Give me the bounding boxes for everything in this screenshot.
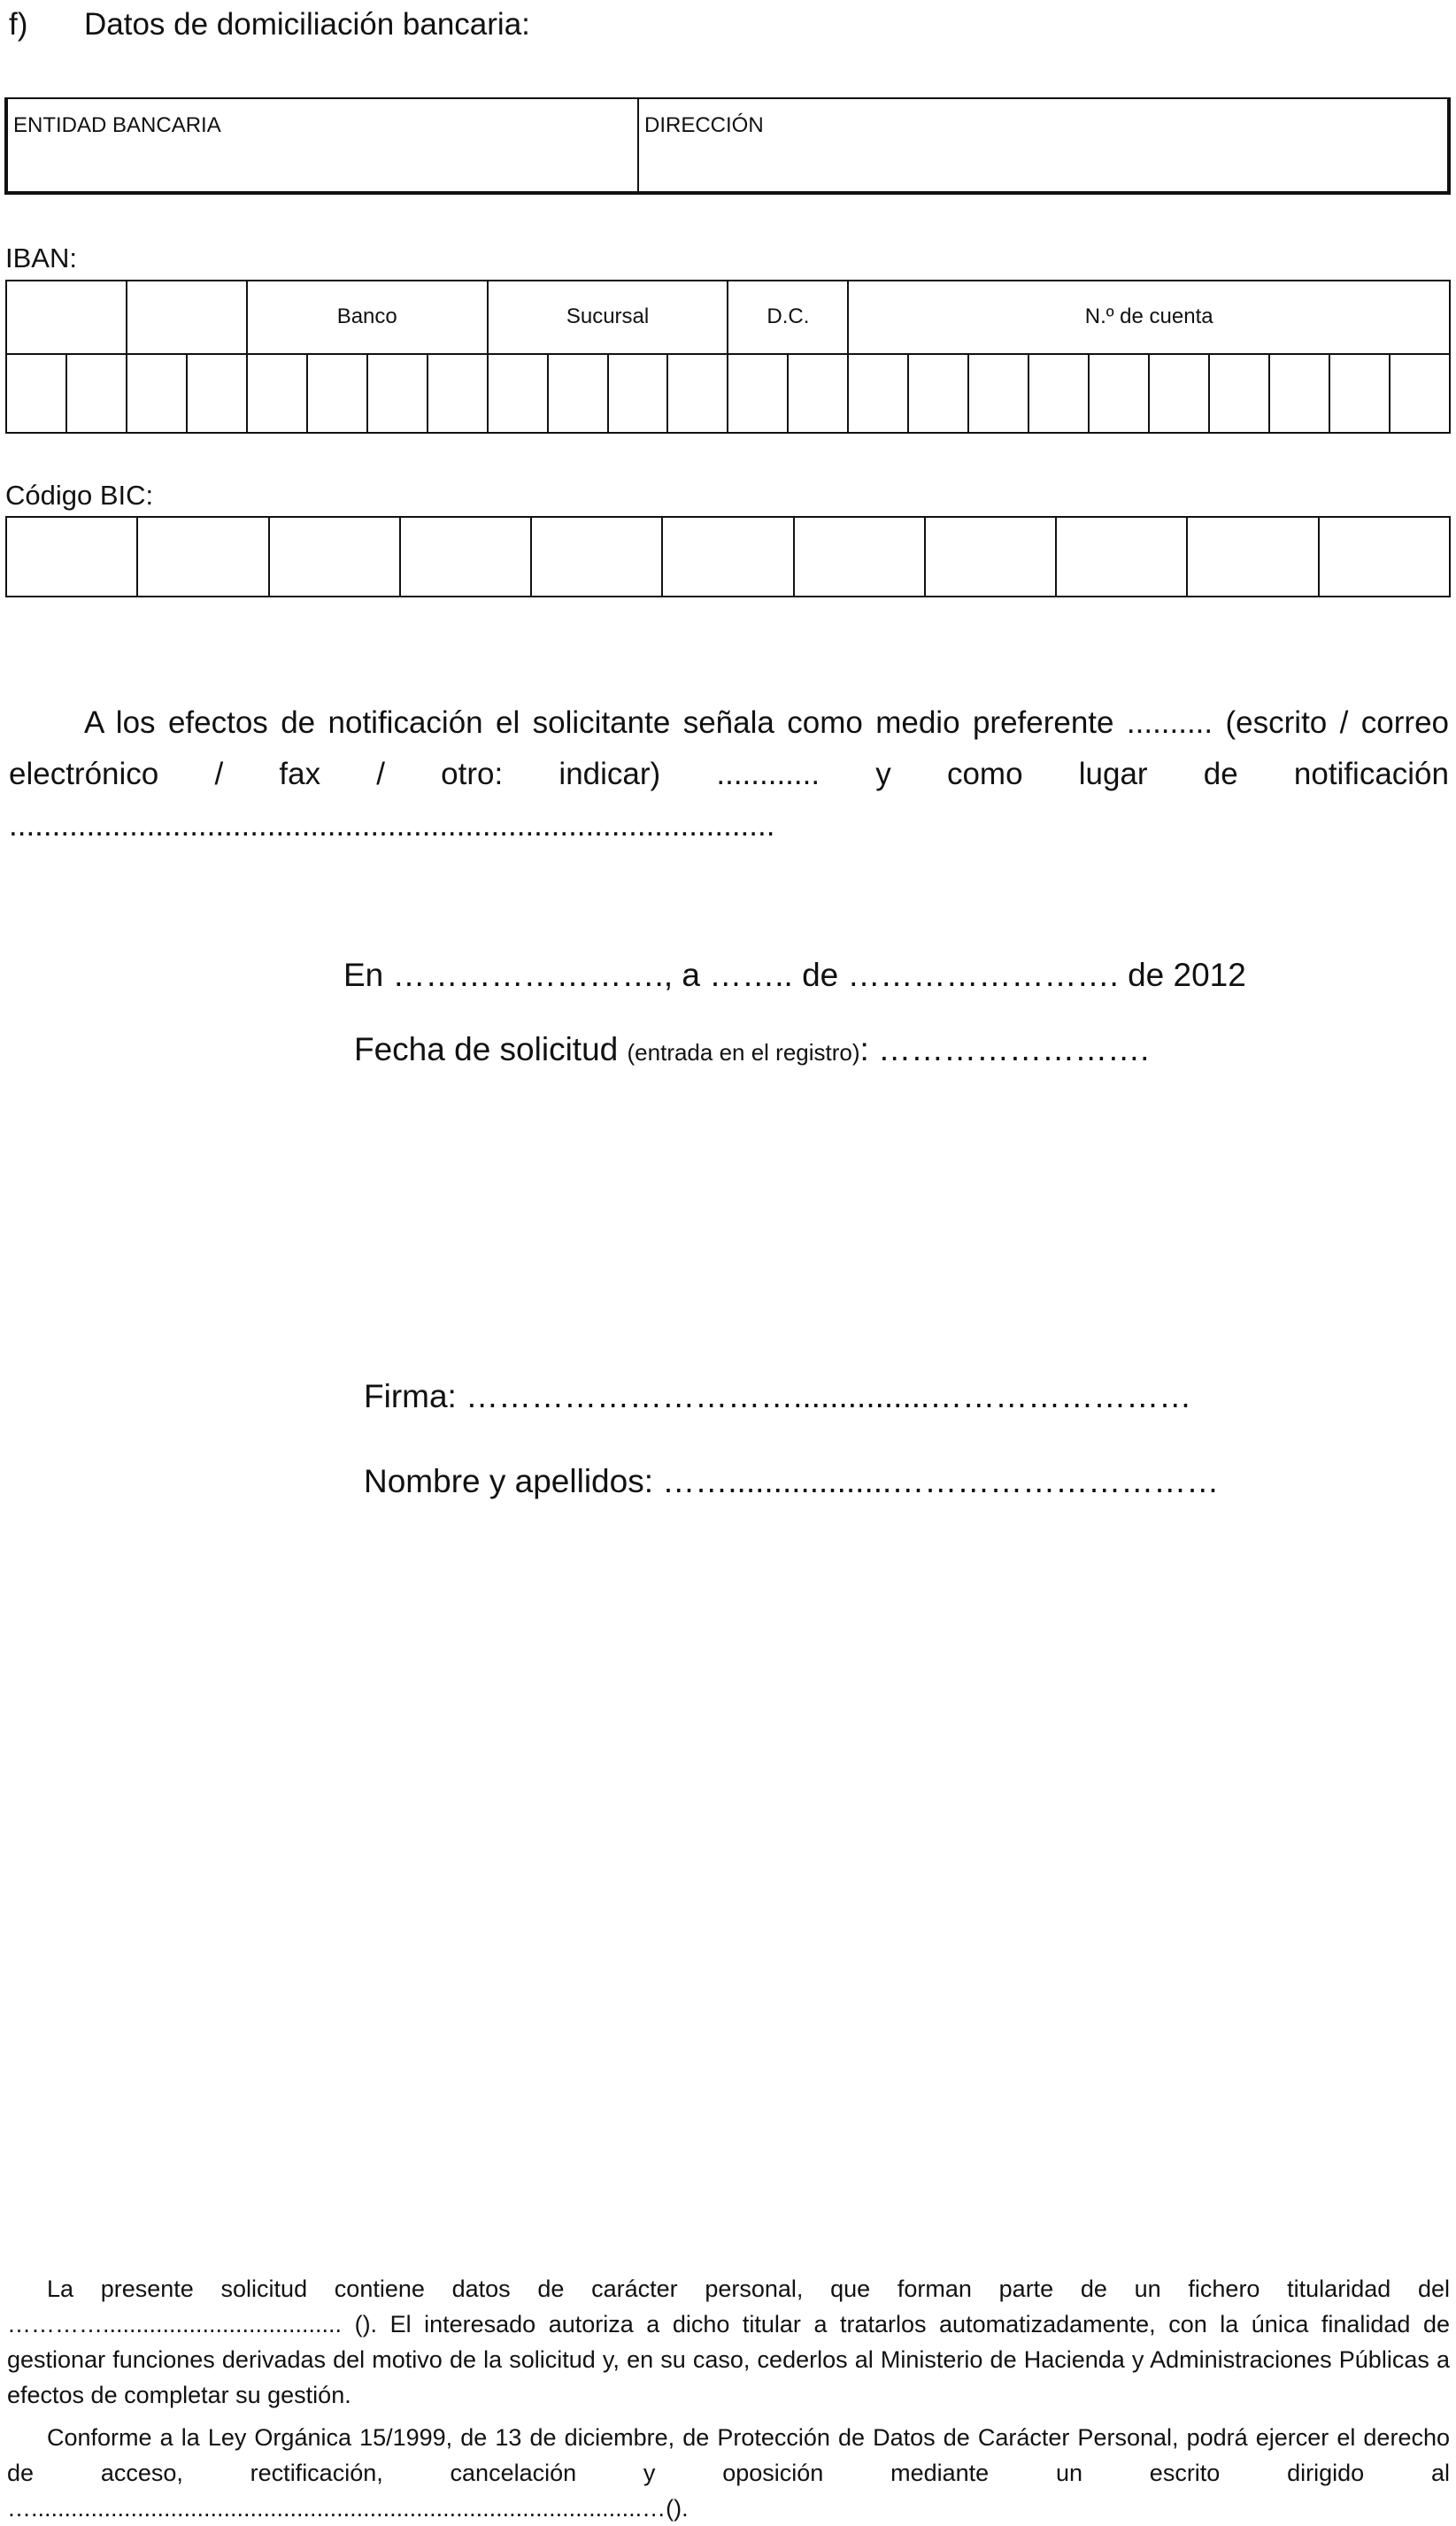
- nombre-apellidos-line: Nombre y apellidos: ……..................…………………………: [364, 1463, 1220, 1499]
- direccion-label: DIRECCIÓN: [644, 113, 764, 137]
- iban-digit-box[interactable]: [187, 354, 247, 433]
- bank-info-box: [4, 97, 1451, 195]
- place-date-line: En ……………………., a …….. de ……………………. de 2012: [343, 957, 1246, 993]
- bic-char-box[interactable]: [1056, 517, 1187, 597]
- footer-paragraph-2: Conforme a la Ley Orgánica 15/1999, de 13 de diciembre, de Protección de Datos de Carácter Personal, podrá ejercer el derecho de acceso, rectificación, cancelación y oposición mediante un escrito dirigido al …............................................................................................…().: [7, 2424, 1450, 2522]
- iban-digit-box[interactable]: [1329, 354, 1390, 433]
- iban-digit-box[interactable]: [1390, 354, 1450, 433]
- iban-digit-box[interactable]: [428, 354, 488, 433]
- bic-char-box[interactable]: [400, 517, 531, 597]
- request-date-paren: (entrada en el registro): [627, 1039, 860, 1066]
- iban-digit-box[interactable]: [667, 354, 728, 433]
- iban-digit-box[interactable]: [968, 354, 1028, 433]
- request-date-line: [354, 1030, 1149, 1072]
- iban-digit-box[interactable]: [788, 354, 848, 433]
- iban-table: [5, 280, 1451, 434]
- iban-digit-box[interactable]: [1209, 354, 1269, 433]
- request-date-dots: : …………………….: [859, 1031, 1150, 1067]
- iban-digit-box[interactable]: [127, 354, 187, 433]
- bic-char-box[interactable]: [269, 517, 400, 597]
- entidad-bancaria-label: ENTIDAD BANCARIA: [13, 113, 221, 137]
- section-heading: [9, 5, 530, 44]
- iban-digit-box[interactable]: [66, 354, 127, 433]
- iban-digit-box[interactable]: [307, 354, 367, 433]
- bic-table: [5, 516, 1451, 597]
- bic-char-box[interactable]: [6, 517, 137, 597]
- iban-digit-box[interactable]: [1269, 354, 1329, 433]
- section-title: Datos de domiciliación bancaria:: [84, 7, 530, 42]
- bic-char-box[interactable]: [1187, 517, 1318, 597]
- iban-digit-box[interactable]: [1149, 354, 1209, 433]
- dc-header: D.C.: [728, 281, 848, 354]
- bic-char-box[interactable]: [1319, 517, 1450, 597]
- iban-digit-box[interactable]: [247, 354, 307, 433]
- notification-paragraph: A los efectos de notificación el solicitante señala como medio preferente .......... (escrito / correo electrónico / fax / otro: indicar) ............ y como lugar de notificación .........................................................................................: [9, 705, 1449, 843]
- bic-char-box[interactable]: [531, 517, 662, 597]
- bic-label: Código BIC:: [5, 480, 154, 511]
- bic-char-box[interactable]: [137, 517, 268, 597]
- iban-label: IBAN:: [5, 243, 77, 273]
- direccion-field[interactable]: [639, 99, 1447, 191]
- bic-char-box[interactable]: [925, 517, 1056, 597]
- iban-digit-row: [6, 354, 1450, 433]
- iban-digit-box[interactable]: [908, 354, 968, 433]
- iban-header-row: [6, 281, 1450, 354]
- bic-digit-row: [6, 517, 1450, 597]
- firma-line: Firma: …………………………...............……………………: [364, 1378, 1192, 1414]
- entidad-bancaria-field[interactable]: [8, 99, 639, 191]
- cuenta-header: N.º de cuenta: [848, 281, 1450, 354]
- iban-digit-box[interactable]: [367, 354, 428, 433]
- data-protection-notice: [7, 2271, 1450, 2526]
- iban-digit-box[interactable]: [848, 354, 908, 433]
- iban-digit-box[interactable]: [1028, 354, 1089, 433]
- bic-char-box[interactable]: [794, 517, 925, 597]
- iban-country-header: [6, 281, 127, 354]
- banco-header: Banco: [247, 281, 488, 354]
- request-date-label: Fecha de solicitud: [354, 1031, 619, 1067]
- iban-digit-box[interactable]: [548, 354, 608, 433]
- iban-check-header: [127, 281, 247, 354]
- bic-char-box[interactable]: [662, 517, 793, 597]
- section-letter: f): [9, 7, 28, 42]
- iban-digit-box[interactable]: [1089, 354, 1149, 433]
- iban-digit-box[interactable]: [488, 354, 548, 433]
- sucursal-header: Sucursal: [488, 281, 728, 354]
- iban-digit-box[interactable]: [728, 354, 788, 433]
- footer-paragraph-1: La presente solicitud contiene datos de carácter personal, que forman parte de un fichero titularidad del ………….................................... (). El interesado autoriza a dicho titular a tratarlos automatizadamente, con la única finalidad de gestionar funciones derivadas del motivo de la solicitud y, en su caso, cederlos al Ministerio de Hacienda y Administraciones Públicas a efectos de completar su gestión.: [7, 2276, 1450, 2408]
- iban-digit-box[interactable]: [6, 354, 66, 433]
- iban-digit-box[interactable]: [608, 354, 668, 433]
